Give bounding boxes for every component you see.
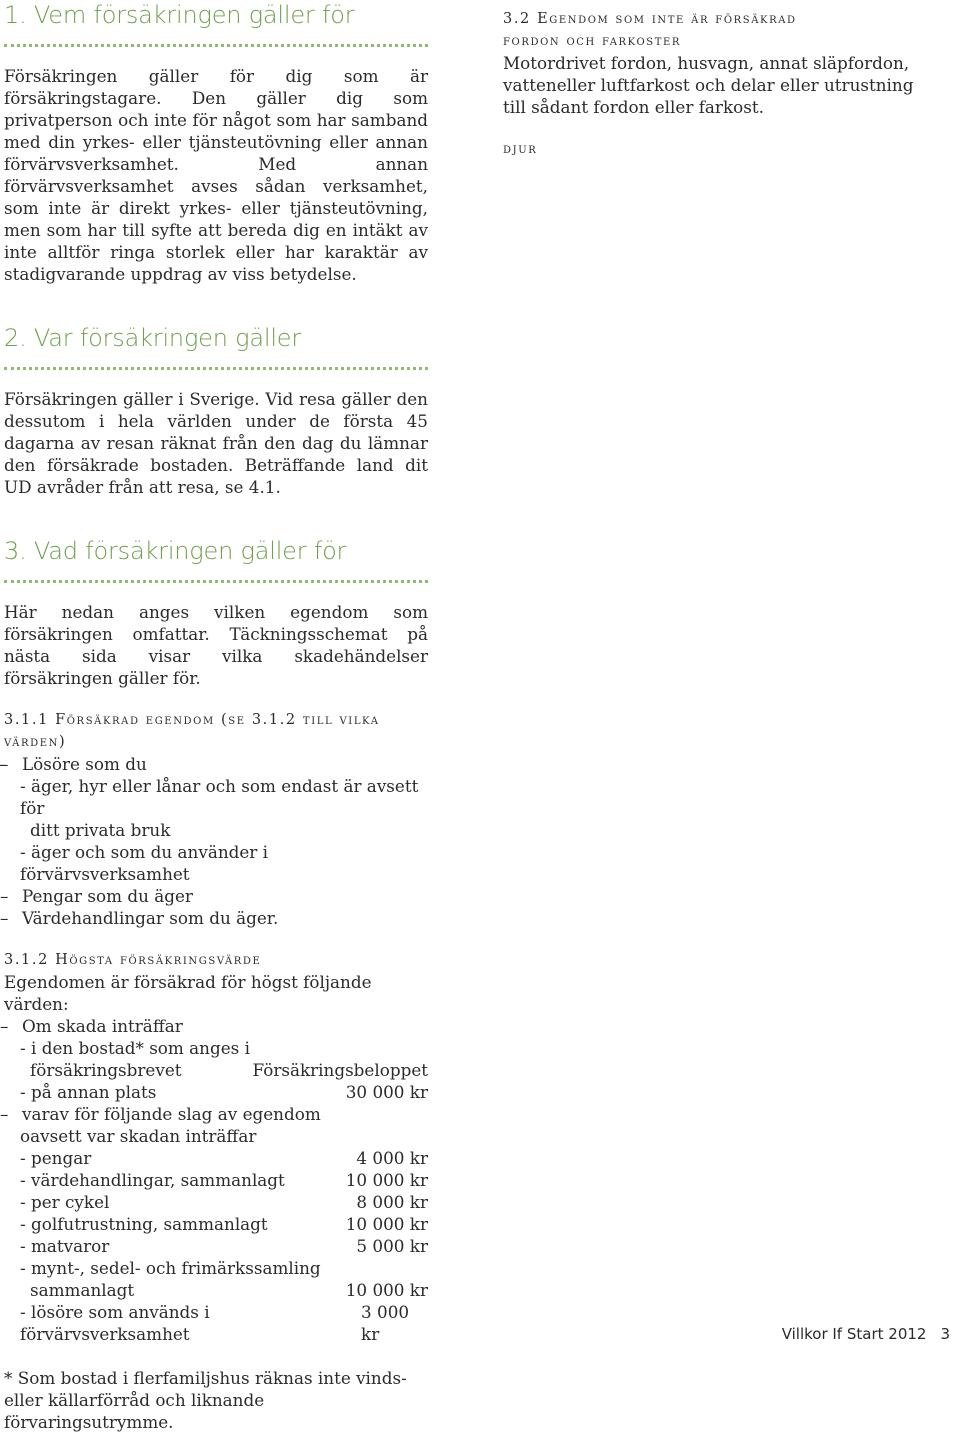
- vehicles-body: Motordrivet fordon, husvagn, annat släpfordon, vatteneller luftfarkost och delar eller utrustning till sådant fordon eller farkost.: [503, 53, 914, 117]
- dotted-divider: [4, 367, 428, 370]
- left-column: [0, 0, 428, 1433]
- list-item: - äger, hyr eller lånar och som endast är avsett för: [20, 776, 419, 818]
- list-item: ditt privata bruk: [30, 820, 171, 840]
- list-item: - mynt-, sedel- och frimärkssamling: [20, 1258, 321, 1278]
- value-row: - matvaror 5 000 kr: [20, 1236, 428, 1256]
- value-row: - pengar 4 000 kr: [20, 1148, 428, 1168]
- list-item: – Om skada inträffar: [0, 1016, 183, 1036]
- section-3-2-heading: 3.2 Egendom som inte är försäkrad: [503, 11, 797, 27]
- list-item: - äger och som du använder i förvärvsverksamhet: [20, 842, 269, 884]
- page-footer: [782, 1325, 950, 1343]
- subheading-vehicles: fordon och farkoster: [503, 33, 681, 49]
- section-2-body: Försäkringen gäller i Sverige. Vid resa gäller den dessutom i hela världen under de första 45 dagarna av resan räknat från den dag du lämnar den försäkrade bostaden. Beträffande land dit UD avråder från att resa, se 4.1.: [4, 389, 428, 497]
- value-row: - lösöre som används i förvärvsverksamhet 3 000 kr: [20, 1302, 410, 1344]
- max-value-intro: Egendomen är försäkrad för högst följande värden:: [4, 972, 372, 1014]
- dotted-divider: [4, 580, 428, 583]
- list-item: oavsett var skadan inträffar: [20, 1126, 257, 1146]
- section-1-heading: 1. Vem försäkringen gäller för: [4, 1, 355, 29]
- section-2-heading: 2. Var försäkringen gäller: [4, 324, 302, 352]
- value-row: - per cykel 8 000 kr: [20, 1192, 428, 1212]
- list-item: – Pengar som du äger: [0, 886, 193, 906]
- list-item: – – Lösöre som du: [4, 753, 428, 775]
- footer-title: Villkor If Start 2012: [781, 1325, 927, 1343]
- page-number: 3: [940, 1325, 950, 1343]
- value-row: - värdehandlingar, sammanlagt 10 000 kr: [20, 1170, 428, 1190]
- footnote: * Som bostad i flerfamiljshus räknas inte vinds- eller källarförråd och liknande förvaringsutrymme.: [4, 1368, 407, 1432]
- section-1-body: Försäkringen gäller för dig som är försäkringstagare. Den gäller dig som privatperson och inte för något som har samband med din yrkes- eller tjänsteutövning eller annan förvärvsverksamhet. Med annan förvärvsverksamhet avses sådan verksamhet, som inte är direkt yrkes- eller tjänsteutövning, men som har till syfte att bereda dig en intäkt av inte alltför ringa storlek eller har karaktär av stadigvarande uppdrag av viss betydelse.: [4, 66, 428, 284]
- value-row: - golfutrustning, sammanlagt 10 000 kr: [20, 1214, 428, 1234]
- section-3-body: Här nedan anges vilken egendom som försäkringen omfattar. Täckningsschemat på nästa sida visar vilka skadehändelser försäkringen gäller för.: [4, 602, 428, 688]
- value-row: försäkringsbrevet Försäkringsbeloppet: [30, 1060, 428, 1080]
- right-column: [503, 8, 931, 160]
- list-item: - i den bostad* som anges i: [20, 1038, 250, 1058]
- section-3-1-1-heading: 3.1.1 Försäkrad egendom (se 3.1.2 till vilka värden): [4, 712, 380, 750]
- section-3-1-2-heading: 3.1.2 Högsta försäkringsvärde: [4, 952, 262, 968]
- insured-property-list: [0, 753, 428, 929]
- subheading-animals: djur: [503, 141, 538, 157]
- value-row: - på annan plats 30 000 kr: [20, 1082, 428, 1102]
- list-item: – Värdehandlingar som du äger.: [0, 908, 279, 928]
- value-row: sammanlagt 10 000 kr: [30, 1280, 428, 1300]
- list-item: – varav för följande slag av egendom: [0, 1104, 321, 1124]
- section-3-heading: 3. Vad försäkringen gäller för: [4, 537, 347, 565]
- dotted-divider: [4, 44, 428, 47]
